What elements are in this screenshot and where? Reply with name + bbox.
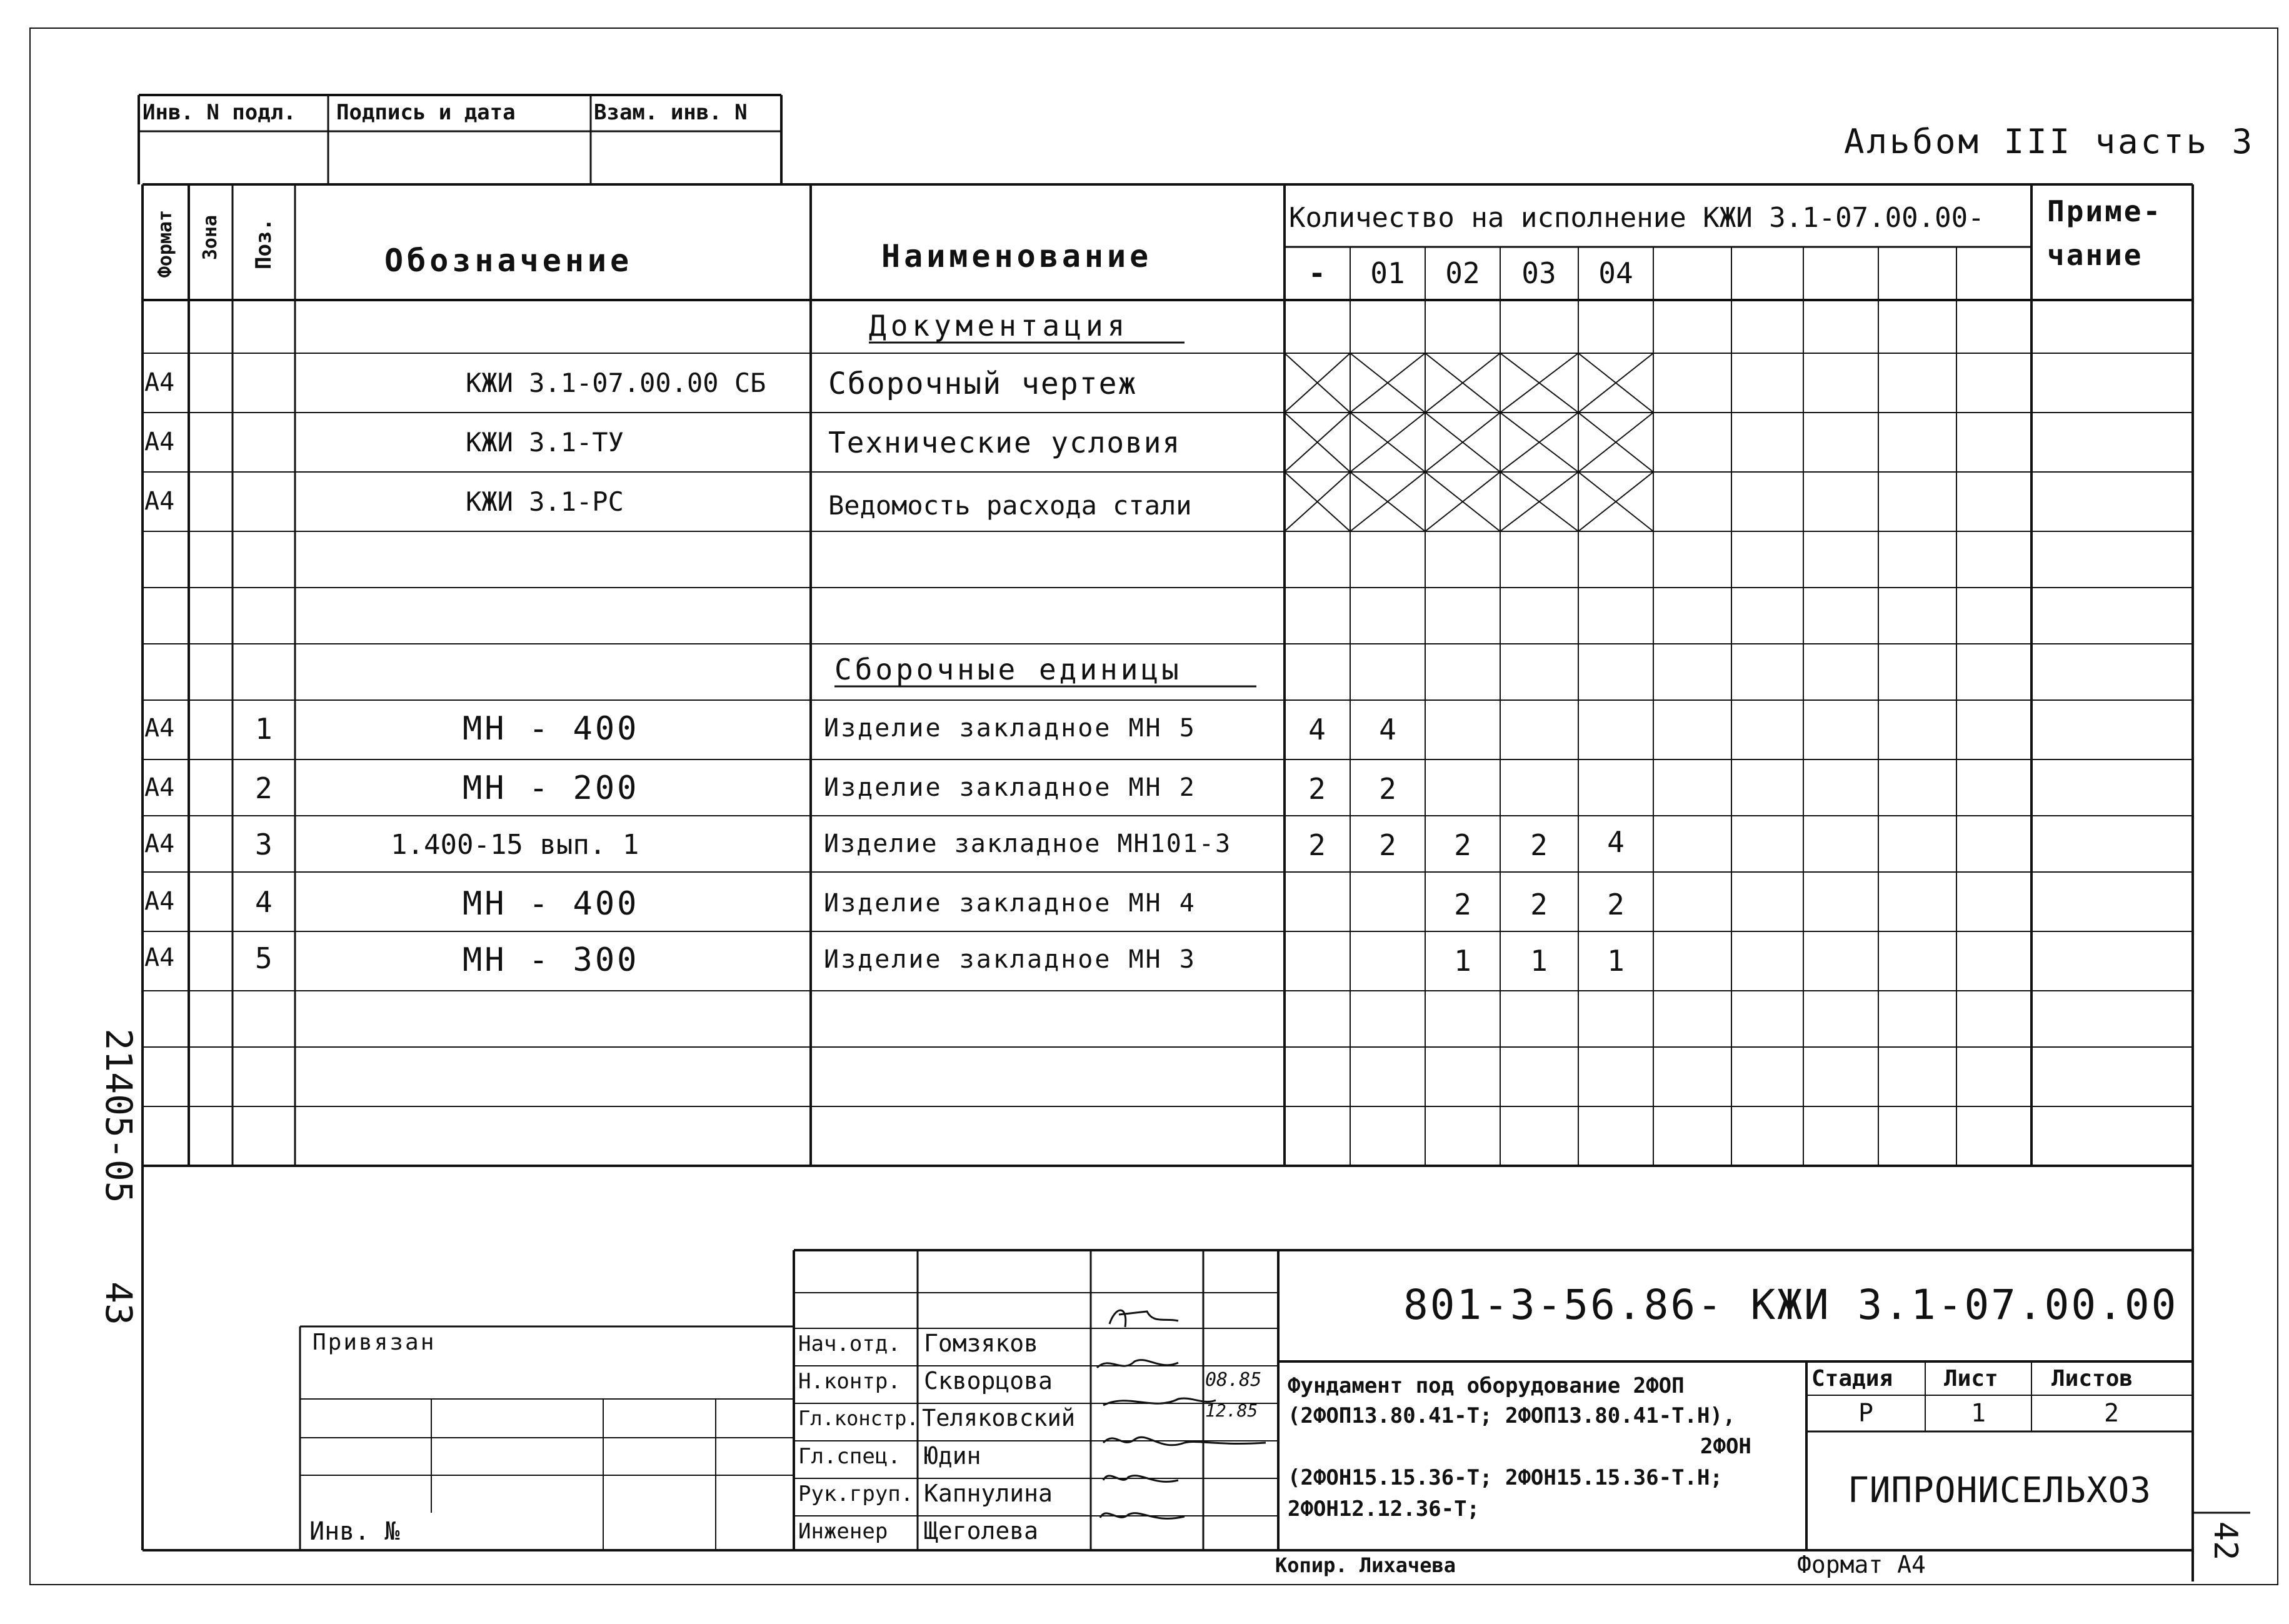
title-line: Фундамент под оборудование 2ФОП bbox=[1288, 1373, 1685, 1398]
zona-header: Зона bbox=[199, 214, 221, 261]
list-header: Лист bbox=[1944, 1366, 1998, 1391]
side-number: 21405-05 bbox=[98, 1028, 140, 1203]
organization-name: ГИПРОНИСЕЛЬХОЗ bbox=[1847, 1470, 2152, 1511]
oboznachenie-header: Обозначение bbox=[384, 243, 633, 279]
ispolnenie-header-03: 03 bbox=[1521, 256, 1556, 290]
asm-row-qty: 1 bbox=[1454, 944, 1471, 978]
ispolnenie-header-01: 01 bbox=[1370, 256, 1405, 290]
inv-podl-label: Инв. N подл. bbox=[143, 100, 296, 125]
signature-marks bbox=[1091, 1293, 1278, 1555]
signer-name: Скворцова bbox=[924, 1367, 1053, 1395]
doc-crosses bbox=[1285, 353, 1653, 531]
primechanie-header-1: Приме- bbox=[2047, 194, 2163, 228]
listov-value: 2 bbox=[2103, 1399, 2120, 1428]
signer-date: 08.85 bbox=[1205, 1369, 1262, 1391]
asm-row-poz: 2 bbox=[255, 771, 273, 805]
signer-name: Капнулина bbox=[924, 1480, 1053, 1507]
asm-row-format: А4 bbox=[144, 773, 175, 802]
asm-row-qty: 2 bbox=[1308, 772, 1326, 806]
title-line: (2ФОН15.15.36-Т; 2ФОН15.15.36-Т.Н; bbox=[1288, 1465, 1723, 1490]
doc-row-oboznachenie: КЖИ 3.1-ТУ bbox=[466, 427, 624, 458]
signer-name: Юдин bbox=[924, 1442, 981, 1470]
document-code: 801-3-56.86- КЖИ 3.1-07.00.00 bbox=[1403, 1281, 2178, 1329]
asm-row-naimenovanie: Изделие закладное МН 4 bbox=[824, 889, 1196, 918]
asm-row-format: А4 bbox=[144, 887, 175, 916]
signer-role: Нач.отд. bbox=[798, 1331, 901, 1356]
asm-row-qty: 2 bbox=[1607, 888, 1625, 921]
asm-row-oboznachenie: МН - 300 bbox=[463, 941, 639, 979]
vzam-inv-label: Взам. инв. N bbox=[594, 100, 748, 125]
asm-row-oboznachenie: МН - 400 bbox=[463, 710, 639, 748]
inv-no-label: Инв. № bbox=[309, 1517, 400, 1546]
asm-row-naimenovanie: Изделие закладное МН 5 bbox=[824, 714, 1196, 743]
asm-row-qty: 1 bbox=[1530, 944, 1548, 978]
poz-header: Поз. bbox=[251, 218, 276, 269]
title-line: 2ФОН bbox=[1700, 1434, 1751, 1459]
ispolnenie-header-02: 02 bbox=[1445, 256, 1480, 290]
privyazan-label: Привязан bbox=[313, 1330, 436, 1355]
doc-row-format: А4 bbox=[144, 368, 175, 397]
asm-row-qty: 4 bbox=[1379, 713, 1396, 746]
asm-row-qty: 2 bbox=[1530, 828, 1548, 862]
asm-row-naimenovanie: Изделие закладное МН 3 bbox=[824, 945, 1196, 974]
signer-role: Рук.груп. bbox=[798, 1481, 914, 1506]
asm-row-format: А4 bbox=[144, 714, 175, 743]
asm-row-qty: 2 bbox=[1454, 888, 1471, 921]
asm-row-format: А4 bbox=[144, 943, 175, 972]
asm-row-qty: 2 bbox=[1379, 772, 1396, 806]
asm-row-qty: 2 bbox=[1454, 828, 1471, 862]
signer-role: Гл.констр. bbox=[798, 1406, 919, 1430]
album-label: Альбом III часть 3 bbox=[1844, 122, 2255, 161]
title-line: 2ФОН12.12.36-Т; bbox=[1288, 1496, 1480, 1521]
doc-row-oboznachenie: КЖИ 3.1-РС bbox=[466, 486, 624, 517]
primechanie-header-2: чание bbox=[2047, 238, 2143, 272]
doc-row-naimenovanie: Ведомость расхода стали bbox=[828, 490, 1192, 521]
kolichestvo-header: Количество на исполнение КЖИ 3.1-07.00.00- bbox=[1289, 202, 1985, 234]
ispolnenie-header-base: - bbox=[1308, 256, 1326, 290]
podpis-data-label: Подпись и дата bbox=[336, 100, 516, 125]
format-header: Формат bbox=[154, 209, 176, 278]
asm-row-poz: 3 bbox=[255, 828, 273, 861]
asm-row-qty: 2 bbox=[1308, 828, 1326, 862]
asm-row-poz: 5 bbox=[255, 941, 273, 975]
doc-row-naimenovanie: Технические условия bbox=[828, 426, 1181, 459]
page-number: 42 bbox=[2206, 1521, 2244, 1561]
title-line: (2ФОП13.80.41-Т; 2ФОП13.80.41-Т.Н), bbox=[1288, 1403, 1736, 1428]
doc-row-naimenovanie: Сборочный чертеж bbox=[828, 366, 1138, 401]
asm-row-qty: 1 bbox=[1607, 944, 1625, 978]
asm-row-oboznachenie: 1.400-15 вып. 1 bbox=[391, 829, 639, 861]
asm-row-qty: 2 bbox=[1379, 828, 1396, 862]
signer-role: Инженер bbox=[798, 1519, 888, 1544]
asm-row-naimenovanie: Изделие закладное МН101-3 bbox=[824, 830, 1232, 858]
asm-row-format: А4 bbox=[144, 830, 175, 858]
asm-row-naimenovanie: Изделие закладное МН 2 bbox=[824, 773, 1196, 802]
list-value: 1 bbox=[1970, 1399, 1986, 1428]
doc-row-format: А4 bbox=[144, 487, 175, 516]
signer-name: Теляковский bbox=[922, 1405, 1076, 1431]
stadiya-header: Стадия bbox=[1811, 1366, 1893, 1391]
asm-row-oboznachenie: МН - 200 bbox=[463, 769, 639, 807]
section-documentation: Документация bbox=[869, 309, 1129, 343]
doc-row-oboznachenie: КЖИ 3.1-07.00.00 СБ bbox=[466, 368, 766, 398]
signer-name: Щеголева bbox=[924, 1517, 1039, 1545]
asm-row-qty: 2 bbox=[1530, 888, 1548, 921]
section-assembly-units: Сборочные единицы bbox=[834, 653, 1182, 686]
asm-row-oboznachenie: МН - 400 bbox=[463, 885, 639, 923]
signer-date: 12.85 bbox=[1205, 1400, 1258, 1421]
signer-name: Гомзяков bbox=[924, 1330, 1039, 1357]
doc-row-format: А4 bbox=[144, 428, 175, 456]
asm-row-poz: 1 bbox=[255, 712, 273, 746]
asm-row-poz: 4 bbox=[255, 885, 273, 919]
stadiya-value: Р bbox=[1858, 1399, 1874, 1428]
signer-role: Н.контр. bbox=[798, 1369, 901, 1394]
listov-header: Листов bbox=[2051, 1366, 2133, 1391]
signer-role: Гл.спец. bbox=[798, 1444, 901, 1469]
format-label: Формат А4 bbox=[1797, 1551, 1926, 1578]
asm-row-qty: 4 bbox=[1607, 825, 1625, 859]
naimenovanie-header: Наименование bbox=[881, 238, 1153, 274]
side-page: 43 bbox=[98, 1281, 140, 1325]
kopir-label: Копир. Лихачева bbox=[1275, 1553, 1456, 1577]
ispolnenie-header-04: 04 bbox=[1598, 256, 1633, 290]
asm-row-qty: 4 bbox=[1308, 713, 1326, 746]
